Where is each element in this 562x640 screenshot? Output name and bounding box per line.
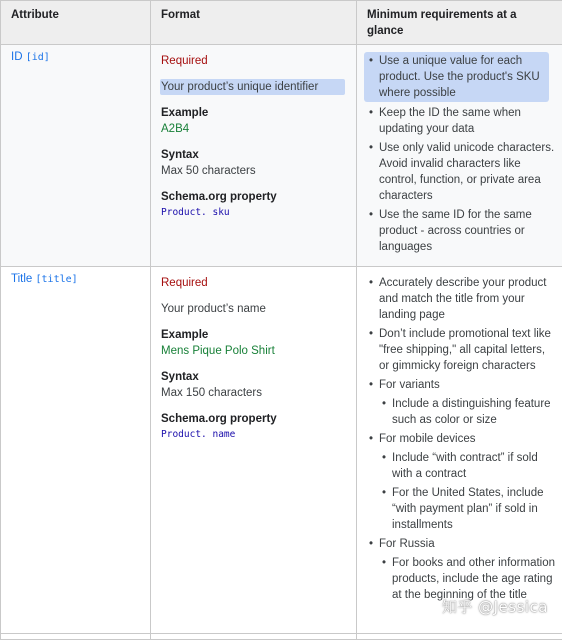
- list-item: • Accurately describe your product and match the title from your landing page: [366, 275, 556, 323]
- attribute-code: [title]: [36, 274, 78, 285]
- syntax-value: Max 50 characters: [161, 163, 346, 179]
- format-description: Your product’s name: [161, 301, 346, 317]
- list-item: • Include a distinguishing feature such as color or size: [379, 396, 556, 428]
- example-label: Example: [161, 105, 346, 121]
- format-cell: [151, 45, 357, 267]
- syntax-label: Syntax: [161, 369, 346, 385]
- list-item: • Keep the ID the same when updating your data: [366, 105, 556, 137]
- list-item: • For books and other information products, include the age rating at the beginning of the title: [379, 555, 556, 603]
- list-item: • For the United States, include “with payment plan” if sold in installments: [379, 485, 556, 533]
- sub-list: [379, 396, 556, 428]
- list-item-label: For Russia: [379, 538, 435, 550]
- watermark: 知乎 @Jessica: [442, 596, 548, 617]
- requirements-cell: [357, 45, 562, 267]
- requirements-cell: [357, 267, 562, 634]
- syntax-label: Syntax: [161, 147, 346, 163]
- list-item: [366, 377, 556, 428]
- table-row-title: [1, 267, 562, 634]
- table-row-id: [1, 45, 562, 267]
- list-item: • Don’t include promotional text like "free shipping," all capital letters, or gimmicky foreign characters: [366, 326, 556, 374]
- required-label: Required: [161, 275, 346, 291]
- list-item: • Include “with contract” if sold with a contract: [379, 450, 556, 482]
- list-item: • Use only valid unicode characters. Avoid invalid characters like control, function, or private area characters: [366, 140, 556, 204]
- table-row-next: [1, 634, 562, 640]
- list-item: • Use the same ID for the same product - across countries or languages: [366, 207, 556, 255]
- example-value: A2B4: [161, 121, 346, 137]
- header-requirements: Minimum requirements at a glance: [357, 1, 562, 45]
- requirements-list: [366, 275, 556, 603]
- list-item-label: For mobile devices: [379, 433, 476, 445]
- example-value: Mens Pique Polo Shirt: [161, 343, 346, 359]
- sub-list: [379, 450, 556, 533]
- list-item: • Use a unique value for each product. Use the product's SKU where possible: [364, 52, 549, 102]
- example-label: Example: [161, 327, 346, 343]
- list-item: [366, 536, 556, 603]
- header-attribute: Attribute: [1, 1, 151, 45]
- required-label: Required: [161, 53, 346, 69]
- format-cell: [151, 267, 357, 634]
- schema-value: Product. name: [161, 427, 346, 443]
- attribute-name[interactable]: ID: [11, 51, 23, 63]
- list-item-label: For variants: [379, 379, 440, 391]
- attribute-code: [id]: [26, 52, 50, 63]
- requirements-list: [366, 52, 556, 255]
- attribute-cell: [1, 45, 151, 267]
- schema-label: Schema.org property: [161, 411, 346, 427]
- schema-value: Product. sku: [161, 205, 346, 221]
- schema-label: Schema.org property: [161, 189, 346, 205]
- list-item: [366, 431, 556, 533]
- header-format: Format: [151, 1, 357, 45]
- table-header-row: [1, 1, 562, 45]
- format-description: Your product’s unique identifier: [160, 79, 345, 95]
- attribute-name[interactable]: Title: [11, 273, 32, 285]
- attribute-cell: [1, 267, 151, 634]
- syntax-value: Max 150 characters: [161, 385, 346, 401]
